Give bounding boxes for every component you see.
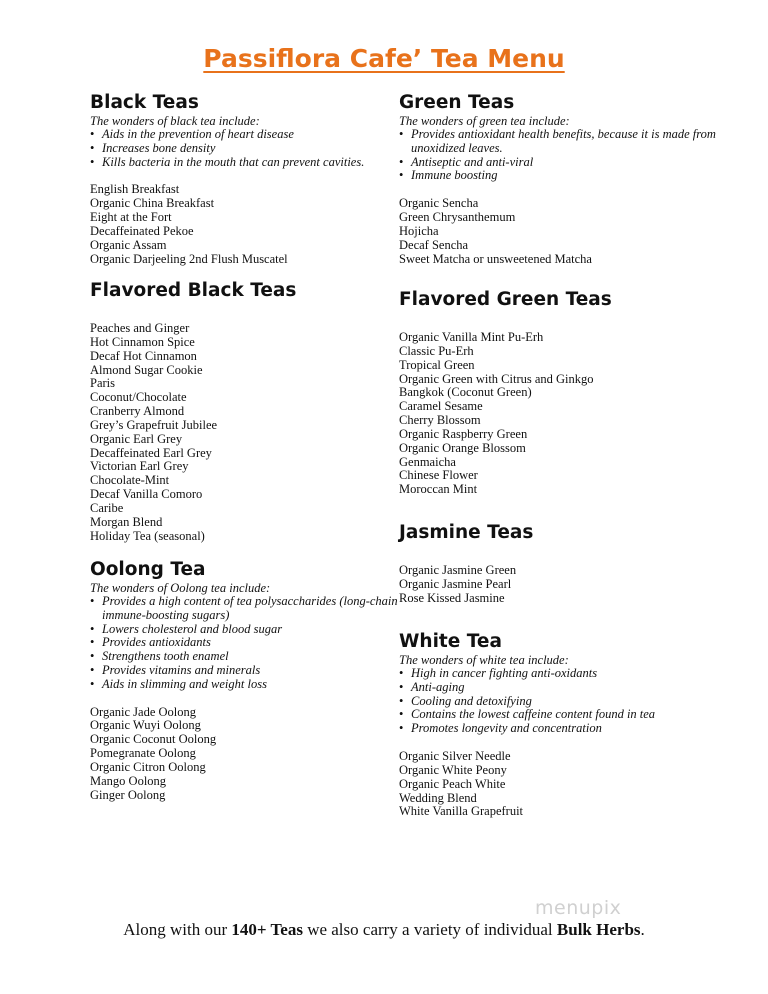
tea-item: Organic Jasmine Green: [399, 563, 517, 577]
oolong-tea-list: [90, 706, 430, 803]
tea-item: Ginger Oolong: [90, 787, 166, 802]
black-teas-heading: Black Teas: [90, 92, 199, 113]
tea-item: Organic Orange Blossom: [399, 440, 526, 455]
footer-bulk-herbs: Bulk Herbs: [556, 920, 641, 939]
oolong-tea-intro: The wonders of Oolong tea include:: [90, 581, 271, 595]
tea-item: Organic Jasmine Pearl: [399, 576, 512, 591]
benefit-item: • Aids in slimming and weight loss: [90, 678, 430, 692]
menupix-watermark: menupix: [535, 897, 622, 919]
tea-item: Organic Sencha: [399, 196, 479, 211]
tea-item: Organic Earl Grey: [90, 431, 183, 446]
tea-item: Organic Assam: [90, 237, 167, 252]
tea-item: Almond Sugar Cookie: [90, 362, 203, 377]
tea-item: Organic Jade Oolong: [90, 704, 196, 719]
flavored-black-teas-section: [90, 280, 430, 544]
benefit-item: • Strengthens tooth enamel: [90, 650, 430, 664]
benefit-item: • Antiseptic and anti-viral: [399, 156, 739, 170]
tea-item: Hojicha: [399, 223, 439, 238]
tea-item: Decaffeinated Pekoe: [90, 223, 194, 238]
footer-text-pre: Along with our: [123, 920, 232, 939]
white-tea-heading: White Tea: [399, 631, 502, 652]
white-tea-list: [399, 750, 739, 819]
tea-item: Classic Pu-Erh: [399, 343, 474, 358]
footer-note: [0, 920, 768, 940]
benefit-item: • Provides antioxidants: [90, 636, 430, 650]
tea-item: Organic Peach White: [399, 776, 506, 791]
tea-item: Decaf Sencha: [399, 237, 469, 252]
green-teas-heading: Green Teas: [399, 92, 515, 113]
tea-item: Peaches and Ginger: [90, 321, 190, 335]
black-teas-intro: The wonders of black tea include:: [90, 114, 260, 128]
tea-item: Caribe: [90, 500, 124, 515]
tea-item: Cranberry Almond: [90, 404, 185, 419]
tea-item: Genmaicha: [399, 454, 456, 469]
tea-item: Green Chrysanthemum: [399, 210, 516, 225]
benefit-item: • Provides antioxidant health benefits, because it is made from unoxidized leaves.: [399, 128, 739, 156]
tea-item: Morgan Blend: [90, 514, 163, 529]
tea-item: Organic Raspberry Green: [399, 426, 528, 441]
white-tea-section: [399, 631, 739, 819]
tea-item: Organic Coconut Oolong: [90, 732, 217, 747]
tea-item: Decaf Hot Cinnamon: [90, 348, 197, 363]
green-teas-intro: The wonders of green tea include:: [399, 114, 570, 128]
flavored-green-teas-section: [399, 289, 739, 497]
benefit-item: • Aids in the prevention of heart disease: [90, 128, 430, 142]
oolong-tea-heading: Oolong Tea: [90, 559, 206, 580]
tea-item: Organic Wuyi Oolong: [90, 718, 201, 733]
white-tea-intro: The wonders of white tea include:: [399, 653, 569, 667]
tea-item: Coconut/Chocolate: [90, 390, 187, 405]
benefit-item: • Immune boosting: [399, 169, 739, 183]
oolong-tea-section: [90, 559, 430, 802]
black-teas-list: [90, 183, 430, 266]
white-tea-benefits: [399, 667, 739, 736]
benefit-item: • Anti-aging: [399, 681, 739, 695]
jasmine-teas-list: [399, 564, 739, 606]
tea-item: Decaf Vanilla Comoro: [90, 487, 203, 502]
tea-item: English Breakfast: [90, 182, 180, 197]
green-teas-list: [399, 197, 739, 266]
tea-item: Chinese Flower: [399, 468, 478, 483]
flavored-black-teas-list: [90, 322, 430, 544]
tea-item: Caramel Sesame: [399, 399, 483, 414]
tea-item: Sweet Matcha or unsweetened Matcha: [399, 251, 592, 266]
tea-item: Holiday Tea (seasonal): [90, 528, 205, 543]
footer-teas-count: 140+ Teas: [231, 920, 303, 939]
tea-item: Grey’s Grapefruit Jubilee: [90, 417, 218, 432]
tea-item: Hot Cinnamon Spice: [90, 334, 195, 349]
tea-item: Organic Vanilla Mint Pu-Erh: [399, 330, 544, 344]
tea-item: Wedding Blend: [399, 790, 477, 805]
benefit-item: • Promotes longevity and concentration: [399, 722, 739, 736]
green-teas-benefits: [399, 128, 739, 183]
tea-item: Pomegranate Oolong: [90, 746, 196, 761]
tea-item: Cherry Blossom: [399, 413, 481, 428]
benefit-item: • Increases bone density: [90, 142, 430, 156]
flavored-green-teas-heading: Flavored Green Teas: [399, 289, 612, 310]
benefit-item: • Cooling and detoxifying: [399, 695, 739, 709]
flavored-black-teas-heading: Flavored Black Teas: [90, 280, 297, 301]
benefit-item: • High in cancer fighting anti-oxidants: [399, 667, 739, 681]
tea-item: Victorian Earl Grey: [90, 459, 189, 474]
flavored-green-teas-list: [399, 331, 739, 497]
tea-item: Rose Kissed Jasmine: [399, 590, 505, 605]
footer-text-end: .: [640, 920, 645, 939]
benefit-item: • Provides vitamins and minerals: [90, 664, 430, 678]
green-teas-section: [399, 92, 739, 266]
tea-item: Organic White Peony: [399, 762, 507, 777]
benefit-item: • Contains the lowest caffeine content found in tea: [399, 708, 739, 722]
jasmine-teas-section: [399, 522, 739, 606]
tea-item: Organic Darjeeling 2nd Flush Muscatel: [90, 251, 288, 266]
tea-item: Eight at the Fort: [90, 210, 172, 225]
jasmine-teas-heading: Jasmine Teas: [399, 522, 534, 543]
tea-item: Tropical Green: [399, 357, 475, 372]
black-teas-benefits: [90, 128, 430, 169]
benefit-item: • Lowers cholesterol and blood sugar: [90, 623, 430, 637]
tea-item: Organic Citron Oolong: [90, 759, 206, 774]
benefit-item: • Kills bacteria in the mouth that can prevent cavities.: [90, 156, 430, 170]
black-teas-section: [90, 92, 430, 266]
oolong-tea-benefits: [90, 595, 430, 692]
tea-item: Decaffeinated Earl Grey: [90, 445, 212, 460]
tea-item: Mango Oolong: [90, 773, 167, 788]
page-title: Passiflora Cafe’ Tea Menu: [203, 44, 565, 73]
footer-text-mid: we also carry a variety of individual: [302, 920, 557, 939]
tea-item: Paris: [90, 376, 115, 391]
tea-item: White Vanilla Grapefruit: [399, 804, 524, 819]
tea-item: Chocolate-Mint: [90, 473, 170, 488]
tea-item: Bangkok (Coconut Green): [399, 385, 532, 400]
tea-item: Organic Silver Needle: [399, 748, 511, 763]
benefit-item: • Provides a high content of tea polysaccharides (long-chain immune-boosting sugars): [90, 595, 430, 623]
tea-item: Moroccan Mint: [399, 482, 478, 497]
tea-item: Organic Green with Citrus and Ginkgo: [399, 371, 594, 386]
tea-item: Organic China Breakfast: [90, 196, 215, 211]
